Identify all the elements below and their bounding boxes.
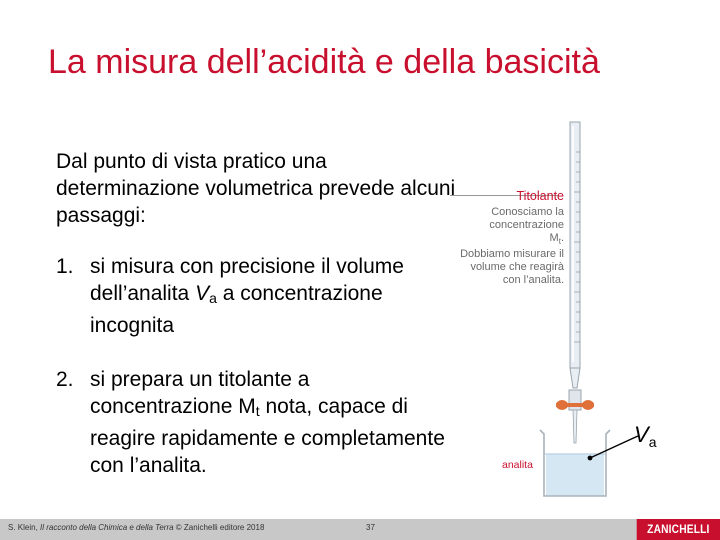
burette-figure — [450, 118, 640, 498]
caption-molarity: $M_t$. — [549, 232, 564, 247]
burette-tube — [570, 122, 580, 368]
va-pointer-dot — [588, 456, 593, 461]
step-text: si prepara un titolante a concentrazione M — [90, 368, 310, 418]
footer-credit: S. Klein, Il racconto della Chimica e della Terra © Zanichelli editore 2018 — [8, 523, 265, 532]
slide-title: La misura dell’acidità e della basicità — [48, 43, 600, 81]
step-number: 1. — [56, 255, 74, 278]
publisher-logo: ZANICHELLI — [637, 519, 720, 540]
burette-highlight — [572, 126, 574, 362]
va-pointer-line — [590, 436, 638, 458]
page-number: 37 — [366, 523, 375, 532]
stopcock-key — [556, 403, 594, 407]
burette-nozzle — [573, 410, 577, 443]
molarity-subscript: t — [255, 403, 260, 419]
volume-label: $V_a$ — [634, 422, 657, 450]
list-item — [56, 253, 456, 339]
intro-paragraph: Dal punto di vista pratico una determinazione volumetrica prevede alcuni passaggi: — [56, 150, 456, 227]
step-text-end: a concentrazione incognita — [90, 282, 383, 337]
analyte-label: analita — [502, 459, 533, 471]
step-number: 2. — [56, 368, 74, 391]
step-text-end: nota, capace di reagire rapidamente e completamente con l’analita. — [90, 395, 445, 477]
volume-subscript: a — [209, 290, 217, 306]
steps-list — [56, 253, 456, 479]
beaker-liquid — [546, 454, 604, 496]
burette-tip — [570, 368, 580, 388]
list-item — [56, 366, 456, 479]
caption-tail: Dobbiamo misurare il volume che reagirà con l’analita. — [460, 248, 564, 287]
volume-symbol: V — [195, 282, 210, 305]
step-text: si misura con precisione il volume dell’analita — [90, 255, 404, 305]
titrant-heading: Titolante — [516, 189, 564, 203]
burette-illustration — [450, 118, 640, 498]
caption-body: Conosciamo la concentrazione — [489, 206, 564, 231]
